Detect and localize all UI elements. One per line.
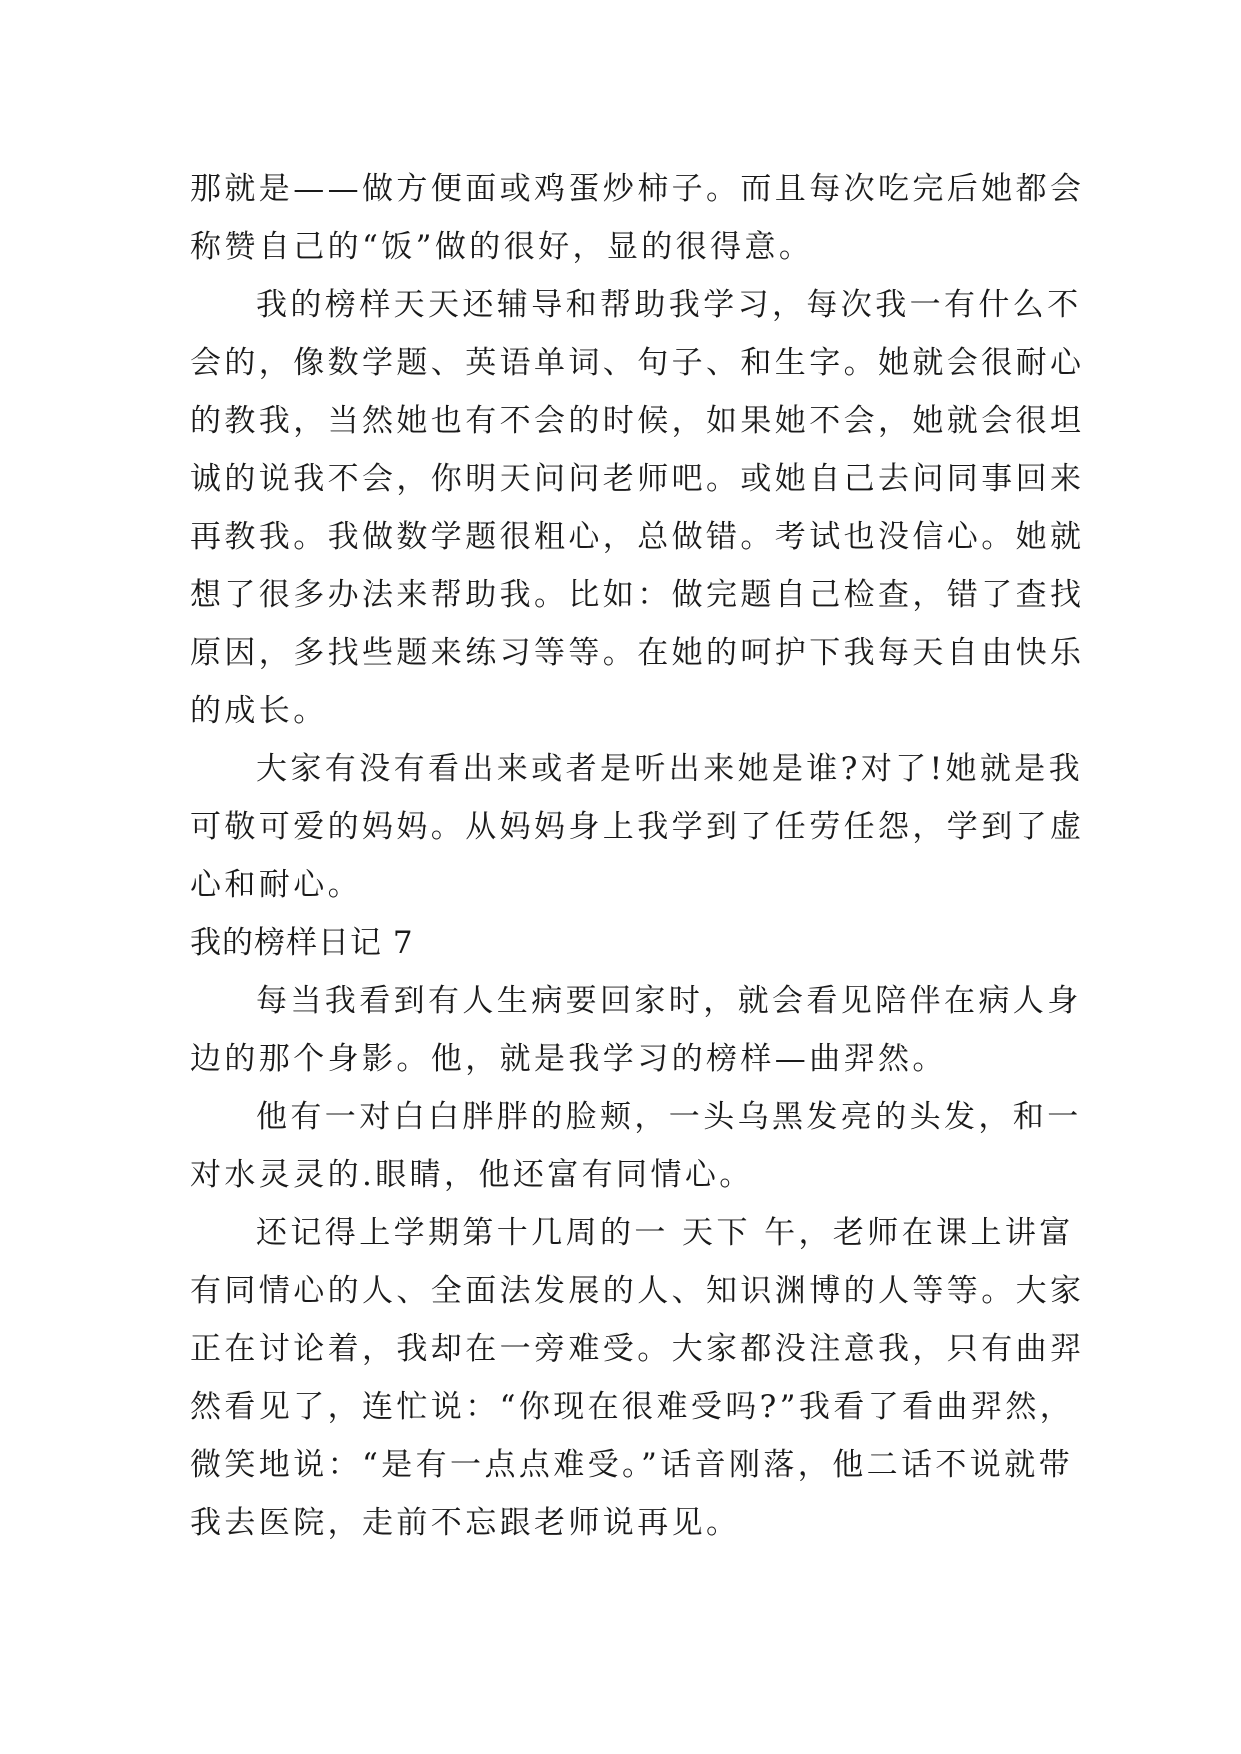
paragraph-start-line: 大家有没有看出来或者是听出来她是谁?对了!她就是我 [256,751,1084,787]
text-line: 微笑地说：“是有一点点难受。”话音刚落，他二话不说就带 [190,1447,1073,1483]
text-line: 然看见了，连忙说：“你现在很难受吗?”我看了看曲羿然， [190,1389,1075,1425]
text-line: 有同情心的人、全面法发展的人、知识渊博的人等等。大家 [190,1273,1085,1309]
text-line: 边的那个身影。他，就是我学习的榜样—曲羿然。 [190,1041,947,1077]
text-line: 正在讨论着，我却在一旁难受。大家都没注意我，只有曲羿 [190,1331,1085,1367]
section-heading: 我的榜样日记 7 [190,925,414,961]
text-line: 可敬可爱的妈妈。从妈妈身上我学到了任劳任怨，学到了虚 [190,809,1085,845]
text-line: 我去医院，走前不忘跟老师说再见。 [190,1505,741,1541]
text-line: 诚的说我不会，你明天问问老师吧。或她自己去问同事回来 [190,461,1085,497]
paragraph-start-line: 每当我看到有人生病要回家时，就会看见陪伴在病人身 [256,983,1082,1019]
text-line: 会的，像数学题、英语单词、句子、和生字。她就会很耐心 [190,345,1085,381]
text-line: 对水灵灵的.眼睛，他还富有同情心。 [190,1157,754,1193]
text-line: 想了很多办法来帮助我。比如：做完题自己检查，错了查找 [190,577,1085,613]
paragraph-start-line: 我的榜样天天还辅导和帮助我学习，每次我一有什么不 [256,287,1082,323]
document-body [190,160,1085,1552]
text-line: 再教我。我做数学题很粗心，总做错。考试也没信心。她就 [190,519,1085,555]
text-line: 的成长。 [190,693,328,729]
paragraph-start-line: 他有一对白白胖胖的脸颊，一头乌黑发亮的头发，和一 [256,1099,1082,1135]
text-line: 原因，多找些题来练习等等。在她的呵护下我每天自由快乐 [190,635,1085,671]
paragraph-start-line: 还记得上学期第十几周的一 天下 午，老师在课上讲富 [256,1215,1074,1251]
text-line: 的教我，当然她也有不会的时候，如果她不会，她就会很坦 [190,403,1085,439]
text-line: 那就是——做方便面或鸡蛋炒柿子。而且每次吃完后她都会 [190,171,1085,207]
text-line: 心和耐心。 [190,867,362,903]
text-line: 称赞自己的“饭”做的很好，显的很得意。 [190,229,814,265]
